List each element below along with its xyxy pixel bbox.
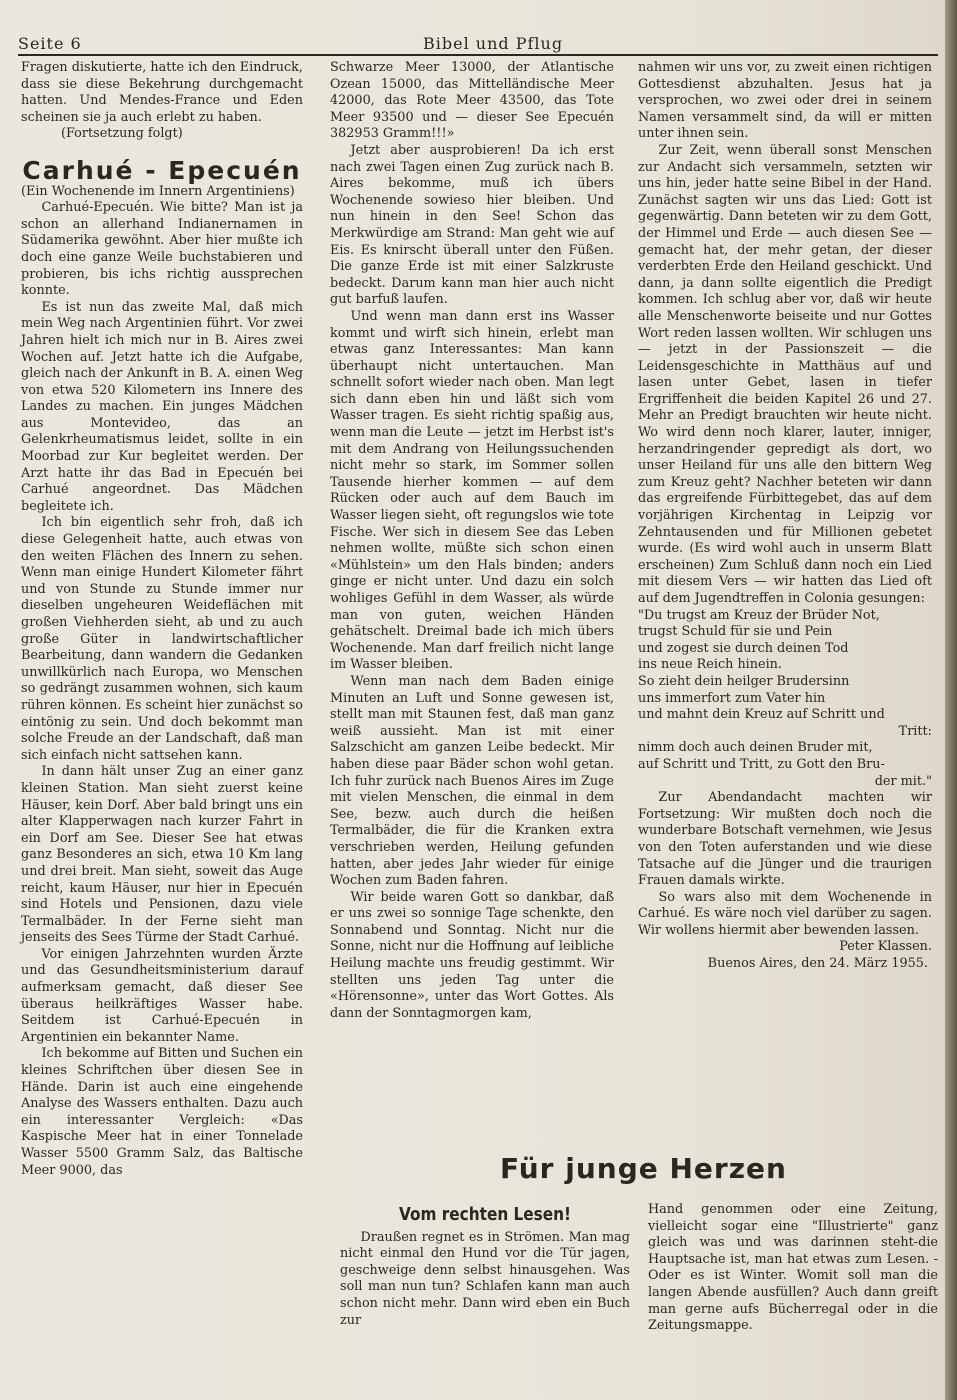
hymn-line: "Du trugst am Kreuz der Brüder Not,: [638, 607, 880, 623]
section-title-youth: Für junge Herzen: [500, 1152, 787, 1185]
page-header: [18, 32, 938, 56]
hymn-line-wrap: der mit.": [874, 773, 932, 789]
hymn-verse: [638, 608, 932, 791]
paragraph: Schwarze Meer 13000, der Atlantische Ozean 15000, das Mittelländische Meer 42000, das Rote Meer 43500, das Tote Meer 93500 und — dieser See Epecuén 382953 Gramm!!!»: [330, 60, 614, 142]
hymn-line-wrap: Tritt:: [898, 723, 932, 739]
page-number: Seite 6: [18, 34, 82, 53]
paragraph: Und wenn man dann erst ins Wasser kommt und wirft sich hinein, erlebt man etwas ganz Interessantes: Man kann überhaupt nicht untertauchen. Man schnellt sofort wieder nach oben. Man legt sich dann eben hin und läßt sich vom Wasser tragen. Es sieht richtig spaßig aus, wenn man die Leute — jetzt im Herbst ist's mit dem Andrang von Heilungssuchenden nicht mehr so stark, im Sommer sollen Tausende hierher kommen — auf dem Rücken oder auch auf dem Bauch im Wasser liegen sieht, oft regungslos wie tote Fische. Wer sich in diesem See das Leben nehmen wollte, müßte sich schon einen «Mühlstein» um den Hals binden; anders ginge er nicht unter. Und dazu ein solch wohliges Gefühl in dem Wasser, als würde man von guten, weichen Händen gehätschelt. Dreimal bade ich mich übers Wochenende. Man darf freilich nicht lange im Wasser bleiben.: [330, 308, 614, 673]
article-title-reading: Vom rechten Lesen!: [398, 1204, 572, 1225]
paragraph: Ich bin eigentlich sehr froh, daß ich diese Gelegenheit hatte, auch etwas von den weiten Flächen des Innern zu sehen. Wenn man einige Hundert Kilometer fährt und von Stunde zu Stunde immer nur dieselben ungeheuren Weideflächen mit großen Viehherden sieht, ab und zu auch große Güter in landwirtschaftlicher Bearbeitung, dann wandern die Gedanken unwillkürlich nach Europa, wo Menschen so gedrängt zusammen wohnen, sich kaum rühren können. Es scheint hier zunächst so eintönig zu sein. Und doch bekommt man solche Freude an der Landschaft, daß man sich einfach nicht sattsehen kann.: [21, 515, 303, 763]
hymn-line: auf Schritt und Tritt, zu Gott den Bru-: [638, 756, 885, 772]
youth-column-2: [648, 1202, 938, 1335]
paragraph: So wars also mit dem Wochenende in Carhué. Es wäre noch viel darüber zu sagen. Wir wollens hiermit aber bewenden lassen.: [638, 889, 932, 938]
author-signature: Peter Klassen.: [839, 939, 932, 955]
column-3: [638, 60, 932, 973]
paragraph: In dann hält unser Zug an einer ganz kleinen Station. Man sieht zuerst keine Häuser, kein Dorf. Aber bald bringt uns ein alter Klapperwagen nach kurzer Fahrt in ein Dorf am See. Dieser See hat etwas ganz Besonderes an sich, etwa 10 Km lang und drei breit. Man sieht, soweit das Auge reicht, kaum Häuser, nur hier in Epecuén sind Hotels und Pensionen, dazu viele Termalbäder. In der Ferne sieht man jenseits des Sees Türme der Stadt Carhué.: [21, 764, 303, 946]
magazine-title: Bibel und Pflug: [423, 34, 564, 53]
to-be-continued: (Fortsetzung folgt): [61, 126, 183, 142]
continued-text: Fragen diskutierte, hatte ich den Eindruck, dass sie diese Bekehrung durchgemacht hatten. Und Mendes-France und Eden scheinen sie ja auch erlebt zu haben.: [21, 60, 303, 125]
paragraph: Vor einigen Jahrzehnten wurden Ärzte und das Gesundheitsministerium darauf aufmerksam gemacht, daß dieser See überaus heilkräftiges Wasser habe. Seitdem ist Carhué-Epecuén in Argentinien ein bekannter Name.: [21, 946, 303, 1045]
paragraph: Draußen regnet es in Strömen. Man mag nicht einmal den Hund vor die Tür jagen, geschweige denn selbst hinausgehen. Was soll man nun tun? Schlafen kann man auch schon nicht mehr. Dann wird eben ein Buch zur: [340, 1229, 630, 1328]
hymn-line: So zieht dein heilger Brudersinn: [638, 673, 850, 689]
paragraph: Wir beide waren Gott so dankbar, daß er uns zwei so sonnige Tage schenkte, den Sonnabend und Sonntag. Nicht nur die Sonne, nicht nur die Hoffnung auf leibliche Heilung machte uns freudig gestimmt. Wir stellten uns jeden Tag unter die «Hörensonne», unter das Wort Gottes. Als dann der Sonntagmorgen kam,: [330, 889, 614, 1021]
article-title-carhue: Carhué - Epecuén: [22, 155, 302, 185]
hymn-line: trugst Schuld für sie und Pein: [638, 624, 833, 640]
hymn-line: uns immerfort zum Vater hin: [638, 690, 826, 706]
hymn-line: und zogest sie durch deinen Tod: [638, 640, 849, 656]
hymn-line: und mahnt dein Kreuz auf Schritt und: [638, 707, 885, 723]
paragraph: Zur Abendandacht machten wir Fortsetzung: Wir mußten doch noch die wunderbare Botschaft vernehmen, wie Jesus von den Toten auferstanden und wie diese Tatsache auf die Jünger und die traurigen Frauen damals wirkte.: [638, 790, 932, 889]
paragraph: Wenn man nach dem Baden einige Minuten an Luft und Sonne gewesen ist, stellt man mit Staunen fest, daß man ganz weiß aussieht. Man ist mit einer Salzschicht am ganzen Leibe bedeckt. Mir haben diese paar Bäder schon wohl getan. Ich fuhr zurück nach Buenos Aires im Zuge mit vielen Menschen, die einmal in dem See, bezw. auch durch die heißen Termalbäder, die für die Kranken extra verschrieben werden, Heilung gefunden hatten, aber jedes Jahr wieder für einige Wochen zum Baden fahren.: [330, 673, 614, 889]
paragraph: Carhué-Epecuén. Wie bitte? Man ist ja schon an allerhand Indianernamen in Südamerika gewöhnt. Aber hier mußte ich doch eine ganze Weile buchstabieren und probieren, bis ichs richtig aussprechen konnte.: [21, 200, 303, 299]
paragraph: Jetzt aber ausprobieren! Da ich erst nach zwei Tagen einen Zug zurück nach B. Aires bekomme, muß ich übers Wochenende sowieso hier bleiben. Und nun hinein in den See! Schon das Merkwürdige am Strand: Man geht wie auf Eis. Es knirscht überall unter den Füßen. Die ganze Erde ist mit einer Salzkruste bedeckt. Darum kann man hier auch nicht gut barfuß laufen.: [330, 142, 614, 308]
hymn-line: nimm doch auch deinen Bruder mit,: [638, 740, 873, 756]
place-date: Buenos Aires, den 24. März 1955.: [707, 956, 928, 972]
paragraph: Zur Zeit, wenn überall sonst Menschen zur Andacht sich versammeln, setzten wir uns hin, jeder hatte seine Bibel in der Hand. Zunächst sagten wir uns das Lied: Gott ist gegenwärtig. Dann beteten wir zu dem Gott, der Himmel und Erde — auch diesen See — gemacht hat, der mehr getan, der dieser verderbten Erde den Heiland geschickt. Und dann, ja dann sollte eigentlich die Predigt kommen. Ich schlug aber vor, daß wir heute alle Menschenworte beiseite und nur Gottes Wort reden lassen wollten. Wir schlugen uns — jetzt in der Passionszeit — die Leidensgeschichte in Matthäus auf und lasen unter Gebet, lasen in tiefer Ergriffenheit die beiden Kapitel 26 und 27. Mehr an Predigt brauchten wir heute nicht. Wo wird denn noch klarer, lauter, inniger, herzandringender gepredigt als dort, wo unser Heiland für uns alle den bittern Weg zum Kreuz geht? Nachher beteten wir dann das ergreifende Fürbittegebet, das auf dem vorjährigen Kirchentag in Leipzig vor Zehntausenden und für Millionen gebetet wurde. (Es wird wohl auch in unserm Blatt erscheinen) Zum Schluß dann noch ein Lied mit diesem Vers — wir hatten das Lied oft auf dem Jugendtreffen in Colonia gesungen:: [638, 142, 932, 606]
youth-column-1: [340, 1205, 630, 1329]
article-subtitle: (Ein Wochenende im Innern Argentiniens): [21, 183, 295, 199]
paragraph: Ich bekomme auf Bitten und Suchen ein kleines Schriftchen über diesen See in Hände. Darin ist auch eine eingehende Analyse des Wassers enthalten. Dazu auch ein interessanter Vergleich: «Das Kaspische Meer hat in einer Tonnelade Wasser 5500 Gramm Salz, das Baltische Meer 9000, das: [21, 1046, 303, 1178]
header-rule: [18, 54, 938, 56]
paragraph: Hand genommen oder eine Zeitung, vielleicht sogar eine "Illustrierte" ganz gleich was und was darinnen steht-die Hauptsache ist, man hat etwas zum Lesen. - Oder es ist Winter. Womit soll man die langen Abende ausfüllen? Auch dann greift man gerne aufs Bücherregal oder in die Zeitungsmappe.: [648, 1202, 938, 1334]
column-1: [21, 60, 303, 1179]
hymn-line: ins neue Reich hinein.: [638, 657, 782, 673]
paragraph: nahmen wir uns vor, zu zweit einen richtigen Gottesdienst abzuhalten. Jesus hat ja versprochen, wo zwei oder drei in seinem Namen versammelt sind, da will er mitten unter ihnen sein.: [638, 60, 932, 142]
paragraph: Es ist nun das zweite Mal, daß mich mein Weg nach Argentinien führt. Vor zwei Jahren hielt ich mich nur in B. Aires zwei Wochen auf. Jetzt hatte ich die Aufgabe, gleich nach der Ankunft in B. A. einen Weg von etwa 520 Kilometern ins Innere des Landes zu machen. Ein junges Mädchen aus Montevideo, das an Gelenkrheumatismus leidet, sollte in ein Moorbad zur Kur begleitet werden. Der Arzt hatte ihr das Bad in Epecuén bei Carhué angeordnet. Das Mädchen begleitete ich.: [21, 299, 303, 514]
page-edge: [945, 0, 957, 1400]
column-2: [330, 60, 614, 1022]
